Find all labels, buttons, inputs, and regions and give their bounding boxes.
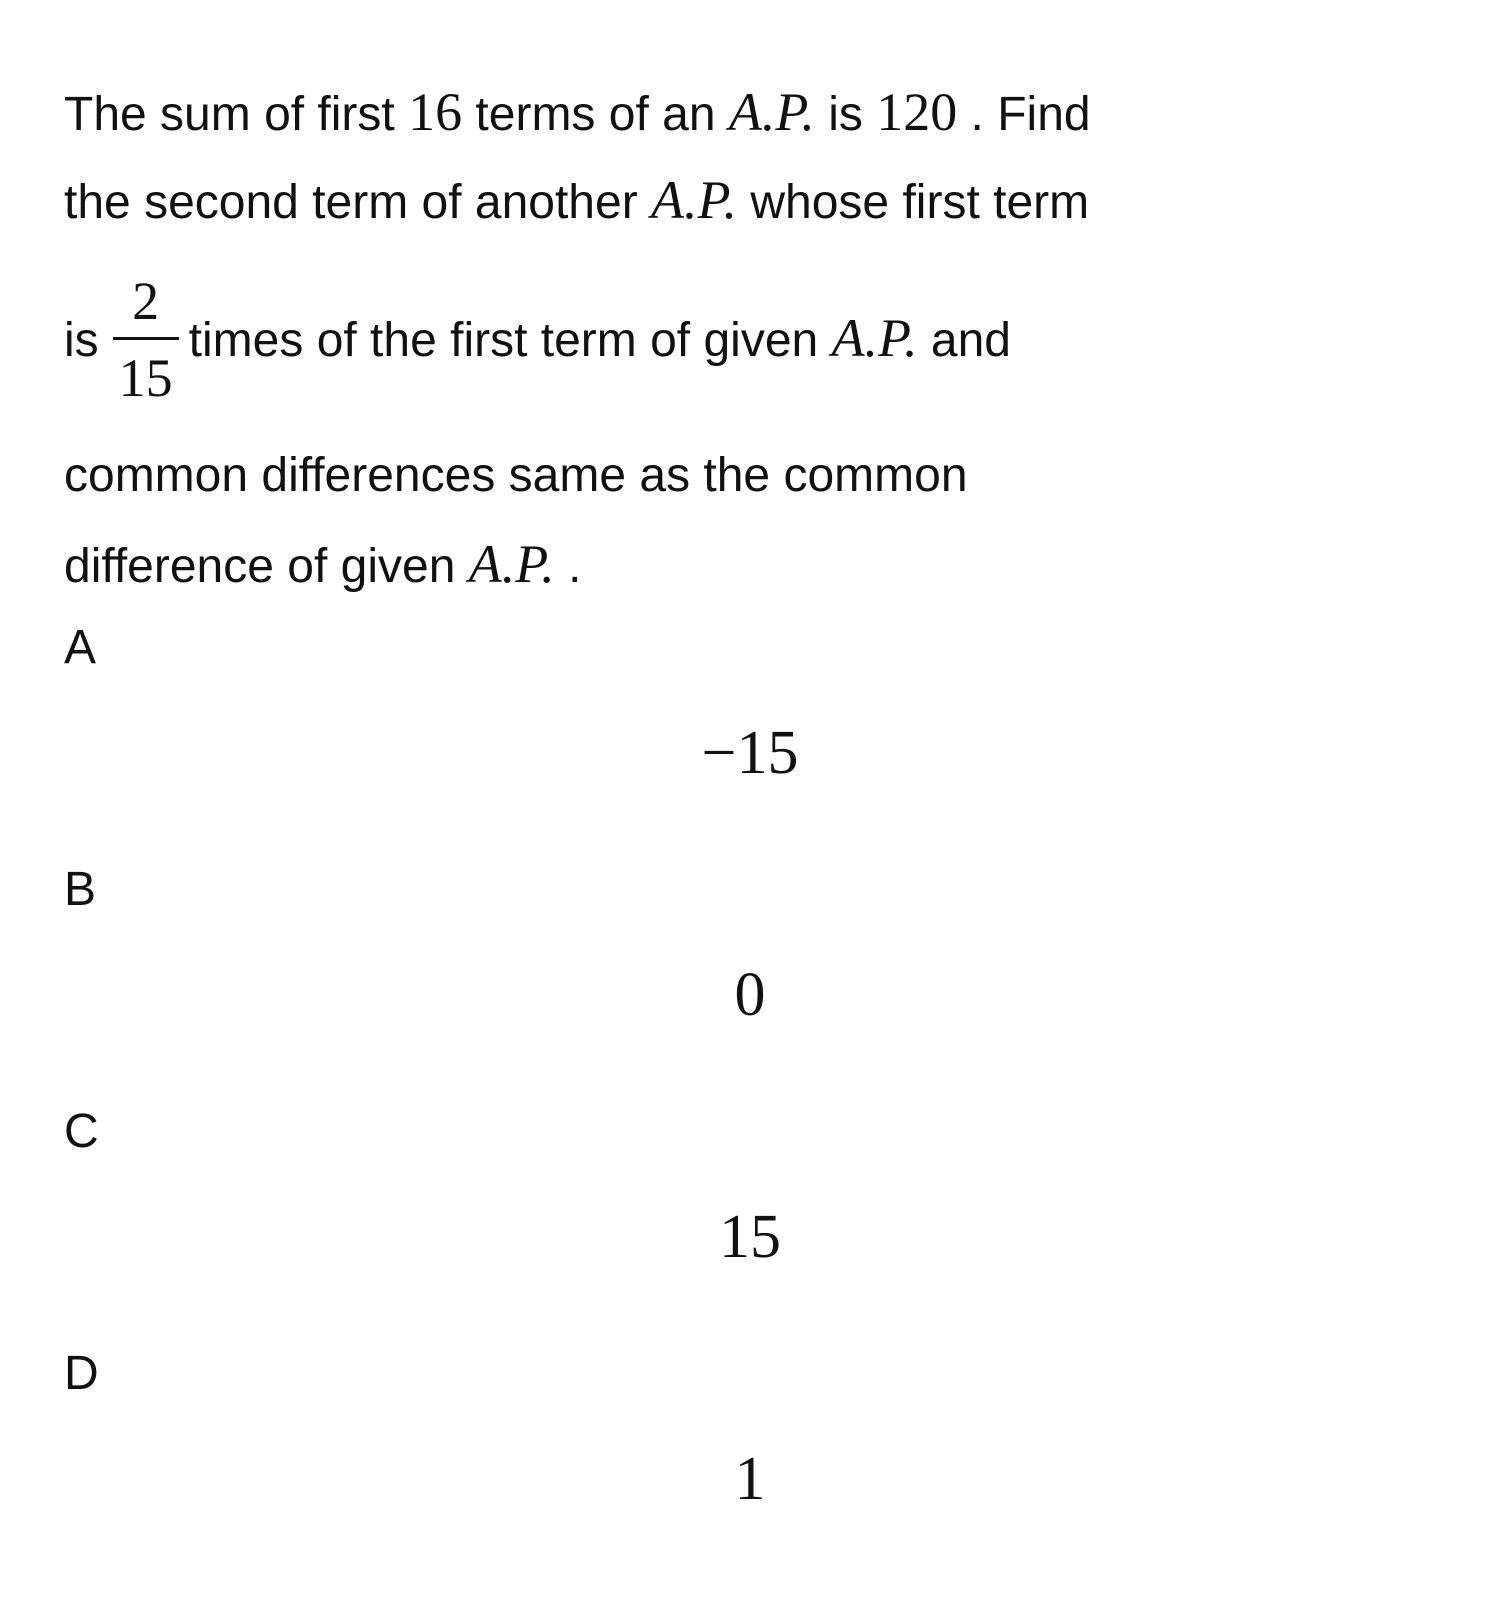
math-ap: A.P. [728,82,815,142]
fraction-denominator: 15 [118,347,173,408]
option-value: 1 [734,1445,766,1513]
math-ap: A.P. [651,170,738,230]
option-value: 15 [719,1203,781,1271]
option-c[interactable] [64,1092,1436,1334]
option-d[interactable] [64,1334,1436,1576]
question-text [64,68,1436,608]
option-value: −15 [701,719,799,787]
question-line-5 [64,520,1436,608]
option-letter: D [64,1347,99,1400]
question-text-segment: . Find [957,88,1091,141]
option-value: 0 [734,961,766,1029]
math-ap: A.P. [831,308,918,368]
math-ap: A.P. [468,534,555,594]
question-line-2 [64,156,1436,244]
question-line-3 [64,244,1436,432]
option-a[interactable] [64,608,1436,850]
question-line-1 [64,68,1436,156]
fraction-numerator: 2 [132,270,160,331]
question-text-segment: terms of an [462,88,729,141]
question-text-segment: and [917,314,1011,367]
math-number: 16 [408,82,463,142]
question-text-segment: times of the first term of given [188,314,832,367]
question-text-segment: . [554,540,582,593]
question-text-segment: The sum of first [64,88,409,141]
option-letter: B [64,863,97,916]
question-text-segment: difference of given [64,540,469,593]
option-letter: A [64,621,97,674]
answer-options [64,608,1436,1576]
fraction-bar [113,337,179,340]
option-b[interactable] [64,850,1436,1092]
question-line-4 [64,432,1436,520]
question-text-segment: is [64,314,99,367]
question-text-segment: the second term of another [64,176,652,229]
fraction [113,271,179,408]
question-text-segment: is [814,88,877,141]
option-letter: C [64,1105,99,1158]
math-number: 120 [876,82,958,142]
question-text-segment: common differences same as the common [64,449,968,502]
question-text-segment: whose first term [737,176,1090,229]
